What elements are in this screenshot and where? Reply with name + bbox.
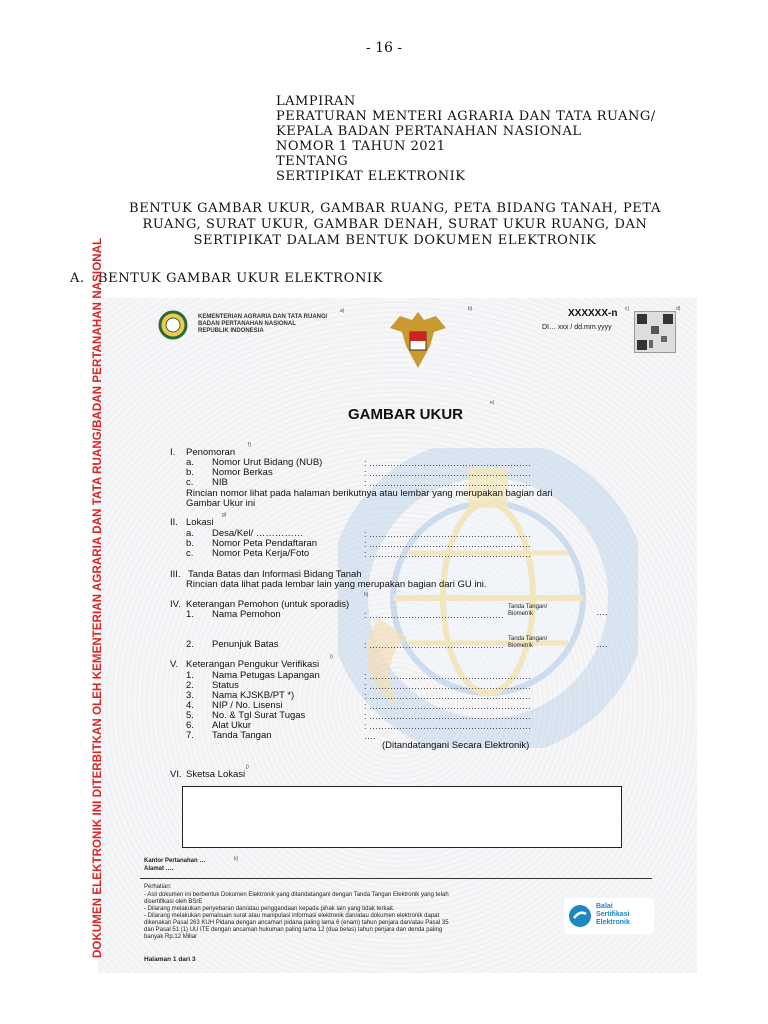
page-indicator: Halaman 1 dari 3 xyxy=(144,956,196,963)
bsre-line: Balai xyxy=(596,903,613,910)
field-value: : ……………………………………… xyxy=(364,610,505,620)
item-number: 3. xyxy=(186,690,194,701)
item-letter: b. xyxy=(186,467,194,478)
header-line: PERATURAN MENTERI AGRARIA DAN TATA RUANG/ xyxy=(276,109,656,124)
item-number: 7. xyxy=(186,730,194,741)
item-number: 1. xyxy=(186,670,194,681)
section-letter: A. xyxy=(70,271,85,286)
field-value: : ……………………………………………… xyxy=(364,691,532,701)
signature-label: Biometrik xyxy=(508,643,534,649)
item-letter: 2. xyxy=(186,639,194,650)
signature-label: Tanda Tangan/ xyxy=(508,604,548,610)
ministry-name xyxy=(198,314,327,335)
bsre-logo-icon xyxy=(568,904,592,928)
bsre-line: Sertifikasi xyxy=(596,911,630,918)
header-line: SERTIPIKAT ELEKTRONIK xyxy=(276,169,466,184)
item-number: 4. xyxy=(186,700,194,711)
notice-line: disertifikasi oleh BSrE xyxy=(144,899,203,905)
section-num: V. xyxy=(170,659,179,670)
section-label: Tanda Batas dan Informasi Bidang Tanah xyxy=(188,569,362,580)
note-text: Rincian nomor lihat pada halaman berikutnya atau lembar yang merupakan bagian dari xyxy=(186,488,553,499)
field-label: Penunjuk Batas xyxy=(212,639,279,650)
footnote-marker: h) xyxy=(364,592,369,598)
field-label: Tanda Tangan xyxy=(212,730,272,741)
section-a-heading xyxy=(70,271,383,286)
notice-line: dikenakan Pasal 263 KUH Pidana dengan ancaman pidana paling lama 6 (enam) tahun penjara dan/atau Pasal 35 xyxy=(144,920,449,926)
signature-label: Tanda Tangan/ xyxy=(508,636,548,642)
field-label: NIB xyxy=(212,477,228,488)
section-label: Penomoran xyxy=(186,447,236,458)
item-number: 5. xyxy=(186,710,194,721)
footnote-marker: d) xyxy=(676,306,681,312)
field-value: : ……………………………………………… xyxy=(364,539,532,549)
field-label: Nama Petugas Lapangan xyxy=(212,670,320,681)
section-num: IV. xyxy=(170,599,181,610)
field-label: Nomor Peta Pendaftaran xyxy=(212,538,318,549)
footnote-marker: b) xyxy=(468,306,473,312)
ministry-line: REPUBLIK INDONESIA xyxy=(198,328,264,334)
field-label: NIP / No. Lisensi xyxy=(212,700,283,711)
note-text: Gambar Ukur ini xyxy=(186,498,256,509)
field-value: : ……………………………………………… xyxy=(364,458,532,468)
footnote-marker: f) xyxy=(248,442,252,448)
item-letter: c. xyxy=(186,548,194,559)
qr-code-icon xyxy=(634,311,676,353)
field-label: No. & Tgl Surat Tugas xyxy=(212,710,306,721)
regulation-header xyxy=(276,94,656,184)
field-value: : ……………………………………………… xyxy=(364,478,532,488)
section-num: I. xyxy=(170,447,176,458)
form-title-line: RUANG, SURAT UKUR, GAMBAR DENAH, SURAT UKUR RUANG, DAN xyxy=(142,217,648,232)
sketch-location-box xyxy=(182,786,622,848)
item-letter: a. xyxy=(186,528,194,539)
footnote-marker: c) xyxy=(625,306,630,312)
signature-label: Biometrik xyxy=(508,611,534,617)
item-number: 2. xyxy=(186,680,194,691)
header-line: LAMPIRAN xyxy=(276,94,356,109)
footnote-marker: g) xyxy=(222,512,227,518)
signature-note: (Ditandatangani Secara Elektronik) xyxy=(382,740,530,751)
notice-line: - Dilarang melakukan penyebaran dan/atau penggandaan kepada pihak lain yang tidak terkait. xyxy=(144,906,395,912)
field-label: Nomor Berkas xyxy=(212,467,273,478)
page-number: - 16 - xyxy=(365,40,403,56)
ministry-line: BADAN PERTANAHAN NASIONAL xyxy=(198,321,296,327)
field-value: : ……………………………………………… xyxy=(364,721,532,731)
field-value: : ……………………………………………… xyxy=(364,701,532,711)
side-disclaimer: DOKUMEN ELEKTRONIK INI DITERBITKAN OLEH KEMENTERIAN AGRARIA DAN TATA RUANG/BADAN PERTANAHAN NASIONAL xyxy=(92,237,104,958)
field-value: …. xyxy=(364,731,376,741)
field-label: Nomor Urut Bidang (NUB) xyxy=(212,457,323,468)
form-title-line: BENTUK GAMBAR UKUR, GAMBAR RUANG, PETA BIDANG TANAH, PETA xyxy=(129,201,661,216)
footnote-marker: e) xyxy=(490,400,495,406)
section-num: III. xyxy=(170,569,181,580)
signature-value: …. xyxy=(596,639,608,649)
notice-line: banyak Rp.12 Miliar xyxy=(144,934,198,940)
bpn-logo-icon xyxy=(158,310,188,340)
item-number: 6. xyxy=(186,720,194,731)
field-value: : ……………………………………… xyxy=(364,640,505,650)
notice-line: dan Pasal 51 (1) UU ITE dengan ancaman hukuman paling lama 12 (dua belas) tahun penjara dan denda paling xyxy=(144,927,443,933)
notice-line: - Asli dokumen ini berbentuk Dokumen Elektronik yang ditandatangani dengan Tanda Tangan Elektronik yang telah xyxy=(144,892,449,898)
field-label: Nama KJSKB/PT *) xyxy=(212,690,295,701)
footnote-marker: i) xyxy=(330,654,333,660)
gambar-ukur-title: GAMBAR UKUR xyxy=(348,406,463,423)
garuda-emblem-icon xyxy=(386,306,450,374)
section-num: II. xyxy=(170,517,178,528)
field-label: Nomor Peta Kerja/Foto xyxy=(212,548,310,559)
form-title-line: SERTIPIKAT DALAM BENTUK DOKUMEN ELEKTRONIK xyxy=(193,233,597,248)
section-label: Keterangan Pengukur Verifikasi xyxy=(186,659,320,670)
form-title xyxy=(100,201,690,249)
field-label: Nama Pemohon xyxy=(212,609,281,620)
section-num: VI. xyxy=(170,769,182,780)
field-label: Desa/Kel/ …………… xyxy=(212,528,304,539)
note-text: Rincian data lihat pada lembar lain yang merupakan bagian dari GU ini. xyxy=(186,579,487,590)
bsre-name xyxy=(596,903,630,927)
section-label: Lokasi xyxy=(186,517,214,528)
footnote-marker: k) xyxy=(234,856,239,862)
address-label: Alamat …. xyxy=(144,866,174,872)
field-value: : ……………………………………………… xyxy=(364,549,532,559)
header-line: KEPALA BADAN PERTANAHAN NASIONAL xyxy=(276,124,582,139)
item-letter: b. xyxy=(186,538,194,549)
field-value: : ……………………………………………… xyxy=(364,711,532,721)
section-label: Sketsa Lokasi xyxy=(186,769,246,780)
footnote-marker: j) xyxy=(246,764,249,770)
land-office-label: Kantor Pertanahan … xyxy=(144,858,206,864)
divider xyxy=(140,878,652,879)
field-label: Status xyxy=(212,680,239,691)
header-line: NOMOR 1 TAHUN 2021 xyxy=(276,139,446,154)
document-date: DI… xxx / dd.mm.yyyy xyxy=(542,324,612,331)
item-letter: a. xyxy=(186,457,194,468)
ministry-line: KEMENTERIAN AGRARIA DAN TATA RUANG/ xyxy=(198,314,328,320)
document-number: XXXXXX-n xyxy=(568,308,618,319)
notice-line: - Dilarang melakukan pemalsuan surat atau manipulasi informasi elektronik dan/atau dokumen elektronik dapat xyxy=(144,913,440,919)
signature-value: …. xyxy=(596,607,608,617)
field-value: : ……………………………………………… xyxy=(364,468,532,478)
field-value: : ……………………………………………… xyxy=(364,529,532,539)
bsre-badge xyxy=(564,898,654,934)
item-letter: 1. xyxy=(186,609,194,620)
item-letter: c. xyxy=(186,477,194,488)
field-value: : ……………………………………………… xyxy=(364,681,532,691)
field-label: Alat Ukur xyxy=(212,720,252,731)
header-line: TENTANG xyxy=(276,154,349,169)
bsre-line: Elektronik xyxy=(596,919,630,926)
field-value: : ……………………………………………… xyxy=(364,671,532,681)
footnote-marker: a) xyxy=(340,308,345,314)
section-label: Keterangan Pemohon (untuk sporadis) xyxy=(186,599,350,610)
section-title: BENTUK GAMBAR UKUR ELEKTRONIK xyxy=(98,271,383,286)
notice-title: Perhatian: xyxy=(144,884,172,890)
